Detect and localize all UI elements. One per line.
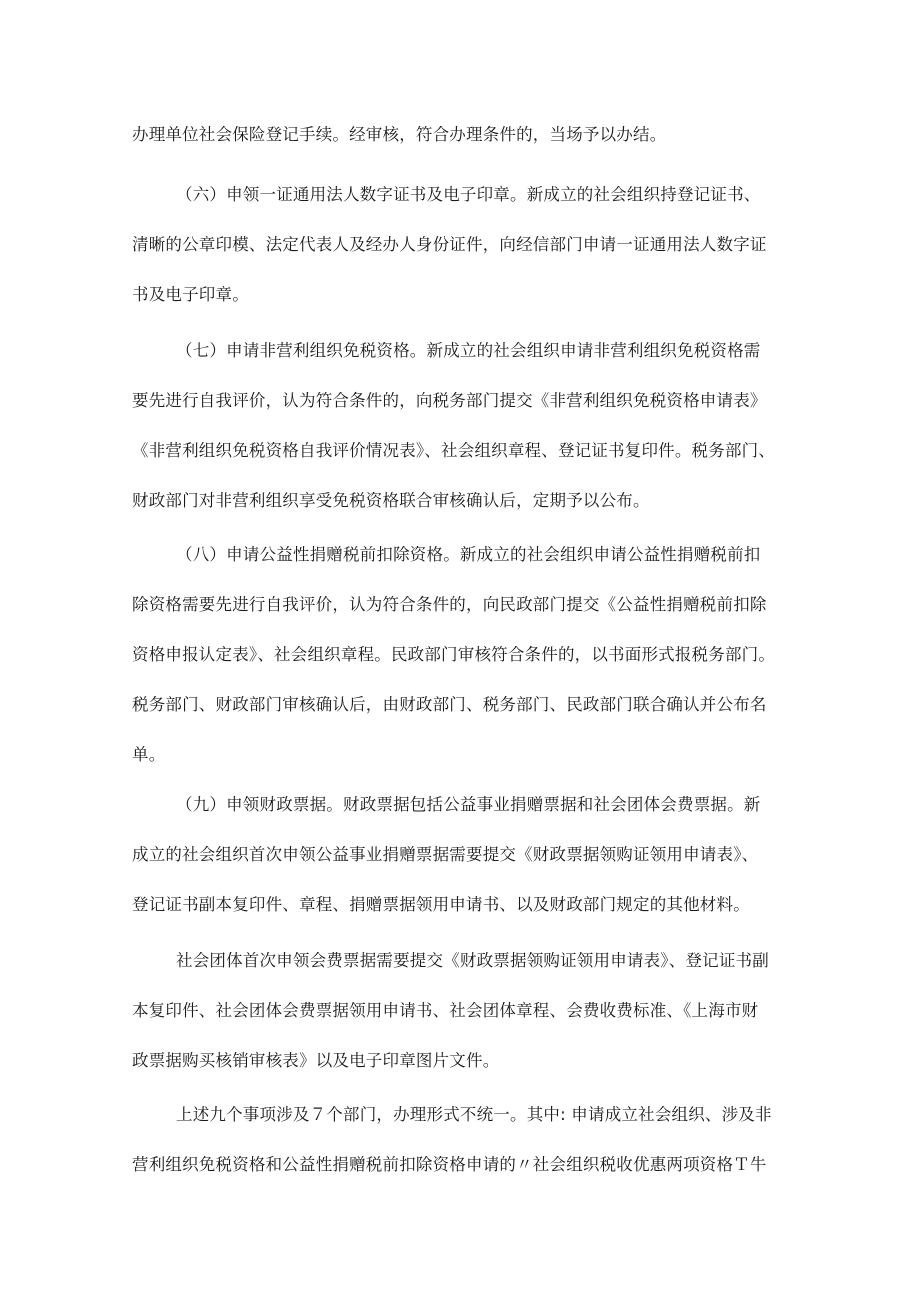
text-line: 成立的社会组织首次申领公益事业捐赠票据需要提交《财政票据领购证领用申请表》、 (132, 845, 759, 864)
paragraph-social-groups (132, 936, 792, 1086)
text-line: 办理单位社会保险登记手续。经审核，符合办理条件的，当场予以办结。 (132, 125, 667, 144)
text-line: 《非营利组织免税资格自我评价情况表》、社会组织章程、登记证书复印件。税务部门、 (132, 441, 776, 460)
text-line: 税务部门、财政部门审核确认后，由财政部门、税务部门、民政部门联合确认并公布名 (132, 695, 767, 714)
text-line: 要先进行自我评价，认为符合条件的，向税务部门提交《非营利组织免税资格申请表》 (132, 391, 767, 410)
text-line: （九）申领财政票据。财政票据包括公益事业捐赠票据和社会团体会费票据。新 (176, 795, 761, 814)
text-line: 单。 (132, 745, 166, 764)
paragraph-item-8 (132, 530, 792, 780)
paragraph-item-7 (132, 326, 792, 526)
text-line: （八）申请公益性捐赠税前扣除资格。新成立的社会组织申请公益性捐赠税前扣 (176, 545, 761, 564)
text-line: （六）申领一证通用法人数字证书及电子印章。新成立的社会组织持登记证书、 (176, 185, 761, 204)
text-line: 财政部门对非营利组织享受免税资格联合审核确认后，定期予以公布。 (132, 491, 650, 510)
text-line: 上述九个事项涉及７个部门，办理形式不统一。其中: 申请成立社会组织、涉及非 (176, 1105, 772, 1124)
text-line: 营利组织免税资格和公益性捐赠税前扣除资格申请的〃社会组织税收优惠两项资格Ｔ牛 (132, 1155, 767, 1174)
text-line: 除资格需要先进行自我评价，认为符合条件的，向民政部门提交《公益性捐赠税前扣除 (132, 595, 767, 614)
text-line: 政票据购买核销审核表》以及电子印章图片文件。 (132, 1051, 500, 1070)
text-line: 登记证书副本复印件、章程、捐赠票据领用申请书、以及财政部门规定的其他材料。 (132, 895, 750, 914)
text-line: 社会团体首次申领会费票据需要提交《财政票据领购证领用申请表》、登记证书副 (176, 951, 769, 970)
text-line: 书及电子印章。 (132, 285, 249, 304)
paragraph-summary (132, 1090, 792, 1190)
paragraph-continuation (132, 110, 792, 160)
text-line: 资格申报认定表》、社会组织章程。民政部门审核符合条件的，以书面形式报税务部门。 (132, 645, 776, 664)
paragraph-item-6 (132, 170, 792, 320)
text-line: 本复印件、社会团体会费票据领用申请书、社会团体章程、会费收费标准、《上海市财 (132, 1001, 759, 1020)
paragraph-item-9 (132, 780, 792, 930)
text-line: 清晰的公章印模、法定代表人及经办人身份证件，向经信部门申请一证通用法人数字证 (132, 235, 767, 254)
text-line: （七）申请非营利组织免税资格。新成立的社会组织申请非营利组织免税资格需 (176, 341, 761, 360)
